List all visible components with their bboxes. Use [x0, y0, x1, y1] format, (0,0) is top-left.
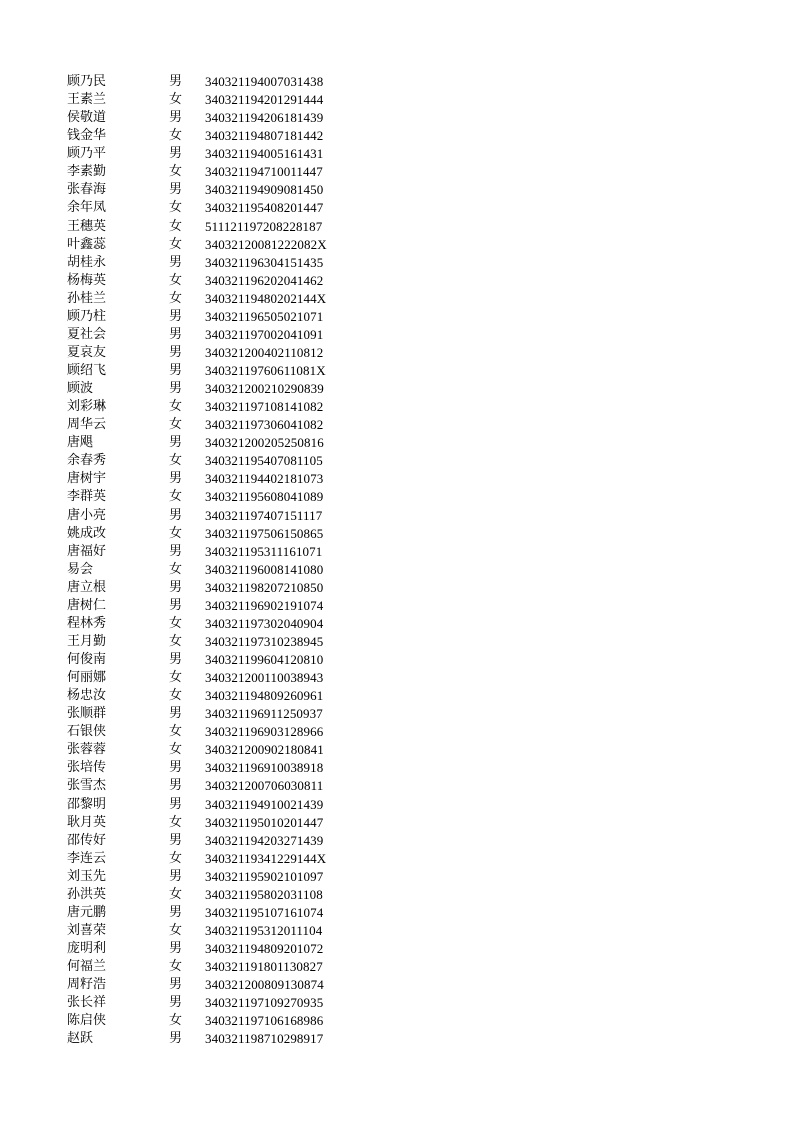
person-id-number: 340321197310238945 — [205, 633, 324, 649]
person-id-number: 340321194909081450 — [205, 182, 324, 198]
person-id-number: 340321195408201447 — [205, 200, 324, 216]
person-name: 陈启侠 — [67, 1013, 107, 1029]
person-name: 何俊南 — [67, 652, 107, 668]
roster-list — [67, 73, 367, 1048]
person-name: 刘彩琳 — [67, 399, 107, 415]
person-id-number: 340321195311161071 — [205, 543, 323, 559]
person-id-number: 340321195407081105 — [205, 453, 323, 469]
person-gender: 女 — [169, 200, 183, 216]
person-name: 刘玉先 — [67, 868, 107, 884]
person-id-number: 340321194710011447 — [205, 164, 323, 180]
list-item — [67, 886, 367, 904]
list-item — [67, 163, 367, 181]
person-id-number: 340321198710298917 — [205, 1031, 324, 1047]
person-name: 唐树宇 — [67, 471, 107, 487]
person-id-number: 340321196903128966 — [205, 724, 324, 740]
list-item — [67, 651, 367, 669]
person-gender: 男 — [169, 471, 183, 487]
list-item — [67, 470, 367, 488]
person-gender: 男 — [169, 995, 183, 1011]
person-gender: 男 — [169, 941, 183, 957]
list-item — [67, 868, 367, 886]
person-name: 石银侠 — [67, 724, 107, 740]
person-name: 夏哀友 — [67, 344, 107, 360]
list-item — [67, 723, 367, 741]
person-id-number: 340321191801130827 — [205, 959, 323, 975]
list-item — [67, 850, 367, 868]
person-id-number: 340321195010201447 — [205, 814, 324, 830]
list-item — [67, 904, 367, 922]
person-gender: 女 — [169, 688, 183, 704]
list-item — [67, 922, 367, 940]
list-item — [67, 958, 367, 976]
list-item — [67, 236, 367, 254]
person-name: 余年凤 — [67, 200, 107, 216]
person-id-number: 340321194206181439 — [205, 110, 324, 126]
list-item — [67, 73, 367, 91]
person-gender: 男 — [169, 146, 183, 162]
person-id-number: 340321194809260961 — [205, 688, 324, 704]
person-gender: 女 — [169, 489, 183, 505]
person-gender: 女 — [169, 670, 183, 686]
person-name: 赵跃 — [67, 1031, 94, 1047]
list-item — [67, 452, 367, 470]
person-gender: 男 — [169, 74, 183, 90]
person-gender: 男 — [169, 868, 183, 884]
person-id-number: 340321196505021071 — [205, 308, 324, 324]
person-gender: 男 — [169, 597, 183, 613]
person-gender: 女 — [169, 922, 183, 938]
list-item — [67, 344, 367, 362]
person-gender: 男 — [169, 652, 183, 668]
person-gender: 女 — [169, 92, 183, 108]
person-name: 唐飓 — [67, 435, 94, 451]
person-gender: 男 — [169, 1031, 183, 1047]
list-item — [67, 994, 367, 1012]
person-name: 程林秀 — [67, 615, 107, 631]
list-item — [67, 145, 367, 163]
person-name: 何丽娜 — [67, 670, 107, 686]
person-gender: 女 — [169, 164, 183, 180]
person-id-number: 340321194910021439 — [205, 796, 324, 812]
person-id-number: 340321200902180841 — [205, 742, 324, 758]
person-id-number: 340321196304151435 — [205, 254, 324, 270]
person-id-number: 340321194005161431 — [205, 146, 324, 162]
person-name: 易会 — [67, 561, 94, 577]
list-item — [67, 705, 367, 723]
list-item — [67, 525, 367, 543]
person-name: 顾绍飞 — [67, 363, 107, 379]
person-name: 杨梅英 — [67, 272, 107, 288]
person-gender: 女 — [169, 525, 183, 541]
person-id-number: 340321196910038918 — [205, 760, 324, 776]
person-name: 唐立根 — [67, 579, 107, 595]
person-id-number: 340321197109270935 — [205, 995, 324, 1011]
person-id-number: 511121197208228187 — [205, 218, 323, 234]
person-id-number: 340321197108141082 — [205, 399, 324, 415]
person-gender: 男 — [169, 579, 183, 595]
person-name: 张蓉蓉 — [67, 742, 107, 758]
person-name: 叶鑫蕊 — [67, 236, 107, 252]
person-id-number: 34032119341229144X — [205, 850, 327, 866]
person-id-number: 340321195802031108 — [205, 886, 323, 902]
person-gender: 男 — [169, 796, 183, 812]
person-id-number: 340321195107161074 — [205, 904, 324, 920]
list-item — [67, 759, 367, 777]
person-id-number: 340321197306041082 — [205, 417, 324, 433]
list-item — [67, 218, 367, 236]
person-name: 顾乃平 — [67, 146, 107, 162]
person-gender: 女 — [169, 417, 183, 433]
list-item — [67, 416, 367, 434]
list-item — [67, 814, 367, 832]
person-name: 邵传好 — [67, 832, 107, 848]
person-name: 周华云 — [67, 417, 107, 433]
person-gender: 女 — [169, 453, 183, 469]
person-name: 姚成改 — [67, 525, 107, 541]
person-id-number: 34032120081222082X — [205, 236, 327, 252]
list-item — [67, 777, 367, 795]
person-id-number: 340321197407151117 — [205, 507, 323, 523]
list-item — [67, 976, 367, 994]
person-gender: 女 — [169, 724, 183, 740]
person-gender: 女 — [169, 272, 183, 288]
person-id-number: 340321195902101097 — [205, 868, 324, 884]
list-item — [67, 109, 367, 127]
list-item — [67, 127, 367, 145]
list-item — [67, 543, 367, 561]
person-name: 耿月英 — [67, 814, 107, 830]
person-id-number: 340321195608041089 — [205, 489, 324, 505]
person-name: 庞明利 — [67, 941, 107, 957]
person-name: 顾波 — [67, 381, 94, 397]
person-name: 王素兰 — [67, 92, 107, 108]
person-name: 侯敬道 — [67, 110, 107, 126]
person-name: 王月勤 — [67, 633, 107, 649]
person-id-number: 340321200110038943 — [205, 670, 324, 686]
person-gender: 女 — [169, 128, 183, 144]
person-name: 张顺群 — [67, 706, 107, 722]
list-item — [67, 633, 367, 651]
person-gender: 男 — [169, 706, 183, 722]
person-gender: 女 — [169, 290, 183, 306]
person-name: 李群英 — [67, 489, 107, 505]
person-name: 刘喜荣 — [67, 922, 107, 938]
person-name: 唐树仁 — [67, 597, 107, 613]
person-name: 周籽浩 — [67, 977, 107, 993]
person-id-number: 340321194007031438 — [205, 74, 324, 90]
person-id-number: 340321196202041462 — [205, 272, 324, 288]
person-gender: 男 — [169, 381, 183, 397]
person-gender: 女 — [169, 561, 183, 577]
person-id-number: 340321195312011104 — [205, 922, 323, 938]
person-id-number: 340321200210290839 — [205, 381, 324, 397]
person-id-number: 340321200706030811 — [205, 778, 324, 794]
list-item — [67, 1030, 367, 1048]
person-gender: 女 — [169, 850, 183, 866]
list-item — [67, 181, 367, 199]
person-name: 张长祥 — [67, 995, 107, 1011]
list-item — [67, 561, 367, 579]
list-item — [67, 398, 367, 416]
person-gender: 男 — [169, 760, 183, 776]
person-name: 唐小亮 — [67, 507, 107, 523]
person-id-number: 340321194203271439 — [205, 832, 324, 848]
person-name: 何福兰 — [67, 959, 107, 975]
person-id-number: 340321196911250937 — [205, 706, 323, 722]
person-id-number: 34032119480202144X — [205, 290, 327, 306]
person-id-number: 340321197302040904 — [205, 615, 324, 631]
person-name: 胡桂永 — [67, 254, 107, 270]
list-item — [67, 91, 367, 109]
list-item — [67, 308, 367, 326]
list-item — [67, 254, 367, 272]
person-name: 张春海 — [67, 182, 107, 198]
person-name: 杨忠汝 — [67, 688, 107, 704]
list-item — [67, 669, 367, 687]
person-id-number: 340321194402181073 — [205, 471, 324, 487]
person-name: 李素勤 — [67, 164, 107, 180]
person-gender: 女 — [169, 1013, 183, 1029]
person-gender: 男 — [169, 977, 183, 993]
person-gender: 男 — [169, 435, 183, 451]
person-name: 王穗英 — [67, 218, 107, 234]
person-id-number: 340321197506150865 — [205, 525, 324, 541]
person-id-number: 340321199604120810 — [205, 652, 324, 668]
person-gender: 男 — [169, 254, 183, 270]
person-gender: 男 — [169, 832, 183, 848]
list-item — [67, 290, 367, 308]
list-item — [67, 832, 367, 850]
person-name: 张培传 — [67, 760, 107, 776]
person-name: 夏社会 — [67, 326, 107, 342]
list-item — [67, 615, 367, 633]
person-gender: 男 — [169, 326, 183, 342]
list-item — [67, 362, 367, 380]
person-gender: 男 — [169, 543, 183, 559]
person-id-number: 340321197106168986 — [205, 1013, 324, 1029]
person-id-number: 34032119760611081X — [205, 363, 326, 379]
person-gender: 男 — [169, 507, 183, 523]
list-item — [67, 741, 367, 759]
person-gender: 男 — [169, 344, 183, 360]
person-name: 余春秀 — [67, 453, 107, 469]
list-item — [67, 796, 367, 814]
person-name: 李连云 — [67, 850, 107, 866]
person-name: 孙洪英 — [67, 886, 107, 902]
person-gender: 男 — [169, 308, 183, 324]
person-gender: 女 — [169, 633, 183, 649]
person-name: 顾乃民 — [67, 74, 107, 90]
person-gender: 女 — [169, 218, 183, 234]
person-id-number: 340321194201291444 — [205, 92, 324, 108]
person-gender: 女 — [169, 742, 183, 758]
list-item — [67, 1012, 367, 1030]
list-item — [67, 199, 367, 217]
person-id-number: 340321196008141080 — [205, 561, 324, 577]
person-gender: 男 — [169, 110, 183, 126]
person-name: 孙桂兰 — [67, 290, 107, 306]
list-item — [67, 940, 367, 958]
person-id-number: 340321200809130874 — [205, 977, 324, 993]
list-item — [67, 434, 367, 452]
person-name: 张雪杰 — [67, 778, 107, 794]
person-gender: 男 — [169, 778, 183, 794]
person-gender: 女 — [169, 886, 183, 902]
person-name: 顾乃柱 — [67, 308, 107, 324]
list-item — [67, 687, 367, 705]
person-gender: 男 — [169, 182, 183, 198]
list-item — [67, 597, 367, 615]
person-gender: 女 — [169, 959, 183, 975]
person-gender: 女 — [169, 399, 183, 415]
person-id-number: 340321194807181442 — [205, 128, 324, 144]
person-gender: 男 — [169, 904, 183, 920]
person-name: 钱金华 — [67, 128, 107, 144]
person-id-number: 340321198207210850 — [205, 579, 324, 595]
person-id-number: 340321200205250816 — [205, 435, 324, 451]
list-item — [67, 380, 367, 398]
list-item — [67, 579, 367, 597]
person-id-number: 340321197002041091 — [205, 326, 324, 342]
list-item — [67, 507, 367, 525]
person-name: 唐元鹏 — [67, 904, 107, 920]
person-gender: 女 — [169, 814, 183, 830]
person-gender: 女 — [169, 615, 183, 631]
person-gender: 男 — [169, 363, 183, 379]
person-id-number: 340321200402110812 — [205, 344, 324, 360]
person-gender: 女 — [169, 236, 183, 252]
person-name: 唐福好 — [67, 543, 107, 559]
list-item — [67, 272, 367, 290]
list-item — [67, 326, 367, 344]
person-name: 邵黎明 — [67, 796, 107, 812]
list-item — [67, 488, 367, 506]
person-id-number: 340321196902191074 — [205, 597, 324, 613]
person-id-number: 340321194809201072 — [205, 941, 324, 957]
